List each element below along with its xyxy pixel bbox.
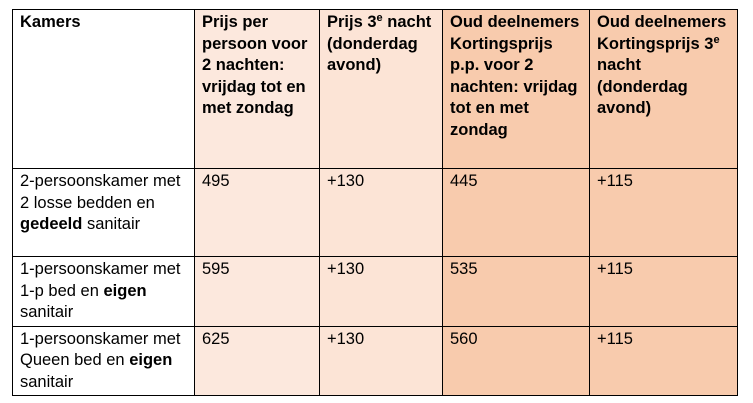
- price-table: [12, 9, 738, 396]
- cell-oud-3e-nacht: +115: [590, 257, 738, 327]
- cell-oud-3e-nacht: +115: [590, 326, 738, 396]
- header-oud-3e-nacht-sup: e: [713, 33, 720, 46]
- header-oud-3e-nacht-pre: Oud deelnemers Kortingsprijs 3: [597, 13, 727, 53]
- cell-oud-3e-nacht: +115: [590, 169, 738, 257]
- table-row: [13, 326, 738, 396]
- kamer-text-post: sanitair: [20, 372, 74, 391]
- cell-kamer: [13, 169, 195, 257]
- table-header-row: [13, 10, 738, 169]
- header-prijs-3e-nacht-post: nacht (donderdag avond): [327, 13, 432, 74]
- cell-prijs-3e-nacht: +130: [320, 326, 443, 396]
- header-oud-3e-nacht-post: nacht (donderdag avond): [597, 56, 688, 117]
- kamer-text-bold: eigen: [103, 281, 147, 300]
- cell-oud-prijs: 560: [443, 326, 590, 396]
- kamer-text-post: sanitair: [82, 215, 141, 233]
- table-row: [13, 169, 738, 257]
- header-kamers: Kamers: [13, 10, 195, 169]
- header-prijs-per-persoon: Prijs per persoon voor 2 nachten: vrijdag tot en met zondag: [195, 10, 320, 169]
- cell-prijs: 595: [195, 257, 320, 327]
- kamer-text-bold: gedeeld: [20, 215, 83, 233]
- kamer-text-pre: 1-persoonskamer met Queen bed en: [20, 329, 181, 369]
- cell-kamer: [13, 257, 195, 327]
- kamer-text-bold: eigen: [129, 351, 173, 369]
- cell-prijs: 495: [195, 169, 320, 257]
- cell-prijs: 625: [195, 326, 320, 396]
- header-prijs-3e-nacht-sup: e: [376, 12, 383, 24]
- cell-oud-prijs: 535: [443, 257, 590, 327]
- header-oud-deelnemers-3e-nacht: [590, 10, 738, 169]
- header-prijs-3e-nacht-pre: Prijs 3: [327, 13, 377, 31]
- kamer-text-post: sanitair: [20, 303, 74, 321]
- kamer-text-pre: 1-persoonskamer met 1-p bed en: [20, 260, 181, 300]
- cell-kamer: [13, 326, 195, 396]
- kamer-text-pre: 2-persoonskamer met 2 losse bedden en: [20, 172, 181, 212]
- table-row: [13, 257, 738, 327]
- cell-oud-prijs: 445: [443, 169, 590, 257]
- header-oud-deelnemers-prijs: Oud deelnemers Kortingsprijs p.p. voor 2 nachten: vrijdag tot en met zondag: [443, 10, 590, 169]
- header-prijs-3e-nacht: [320, 10, 443, 169]
- cell-prijs-3e-nacht: +130: [320, 169, 443, 257]
- cell-prijs-3e-nacht: +130: [320, 257, 443, 327]
